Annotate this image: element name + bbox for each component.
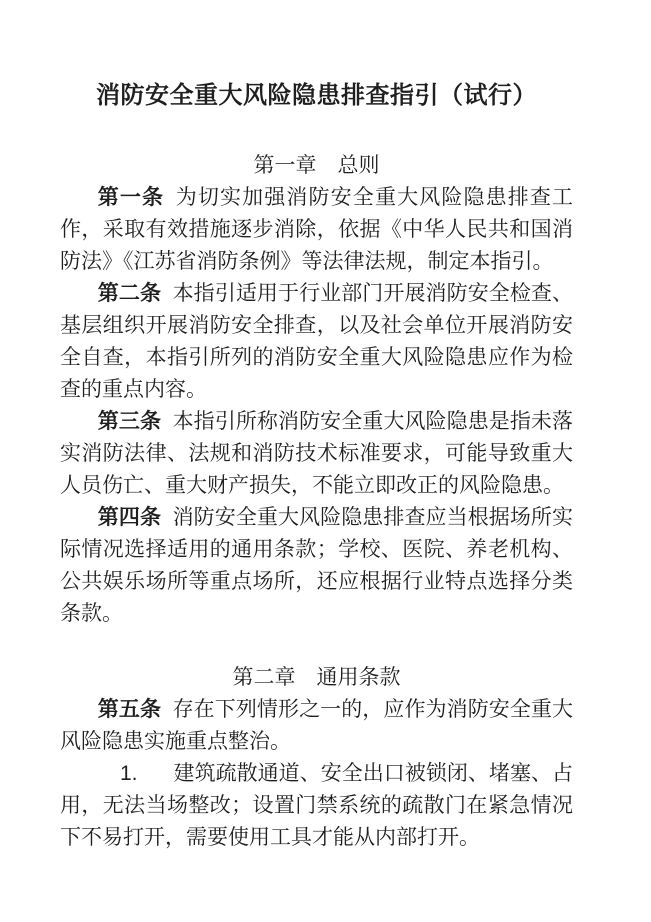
article-3-label: 第三条 [97,410,162,433]
article-2-paragraph [60,278,573,406]
article-5-text: 存在下列情形之一的，应作为消防安全重大风险隐患实施重点整治。 [60,698,574,753]
chapter-2-heading: 第二章 通用条款 [232,666,401,689]
article-3-text: 本指引所称消防安全重大风险隐患是指未落实消防法律、法规和消防技术标准要求，可能导致重大人员伤亡、重大财产损失，不能立即改正的风险隐患。 [60,410,574,497]
article-1-text: 为切实加强消防安全重大风险隐患排查工作，采取有效措施逐步消除，依据《中华人民共和国消防法》《江苏省消防条例》等法律法规，制定本指引。 [60,186,574,273]
article-1-label: 第一条 [97,186,165,209]
document-title: 消防安全重大风险隐患排查指引（试行） [96,82,537,109]
article-2-text: 本指引适用于行业部门开展消防安全检查、基层组织开展消防安全排查，以及社会单位开展消防安全自查，本指引所列的消防安全重大风险隐患应作为检查的重点内容。 [60,282,574,401]
numbered-item-1-number: 1. [120,762,138,785]
numbered-item-1-text: 建筑疏散通道、安全出口被锁闭、堵塞、占用，无法当场整改；设置门禁系统的疏散门在紧急情况下不易打开，需要使用工具才能从内部打开。 [60,762,573,849]
article-5-paragraph [60,694,573,758]
article-4-text: 消防安全重大风险隐患排查应当根据场所实际情况选择适用的通用条款；学校、医院、养老机构、公共娱乐场所等重点场所，还应根据行业特点选择分类条款。 [60,506,574,625]
numbered-item-1 [60,758,573,854]
article-4-label: 第四条 [97,506,162,529]
article-5-label: 第五条 [97,698,162,721]
article-4-paragraph [60,502,573,630]
chapter-1-heading: 第一章 总则 [253,154,380,177]
article-3-paragraph [60,406,573,502]
chapter-2 [60,662,573,854]
chapter-1 [60,150,573,630]
article-2-label: 第二条 [97,282,162,305]
article-1-paragraph [60,182,573,278]
